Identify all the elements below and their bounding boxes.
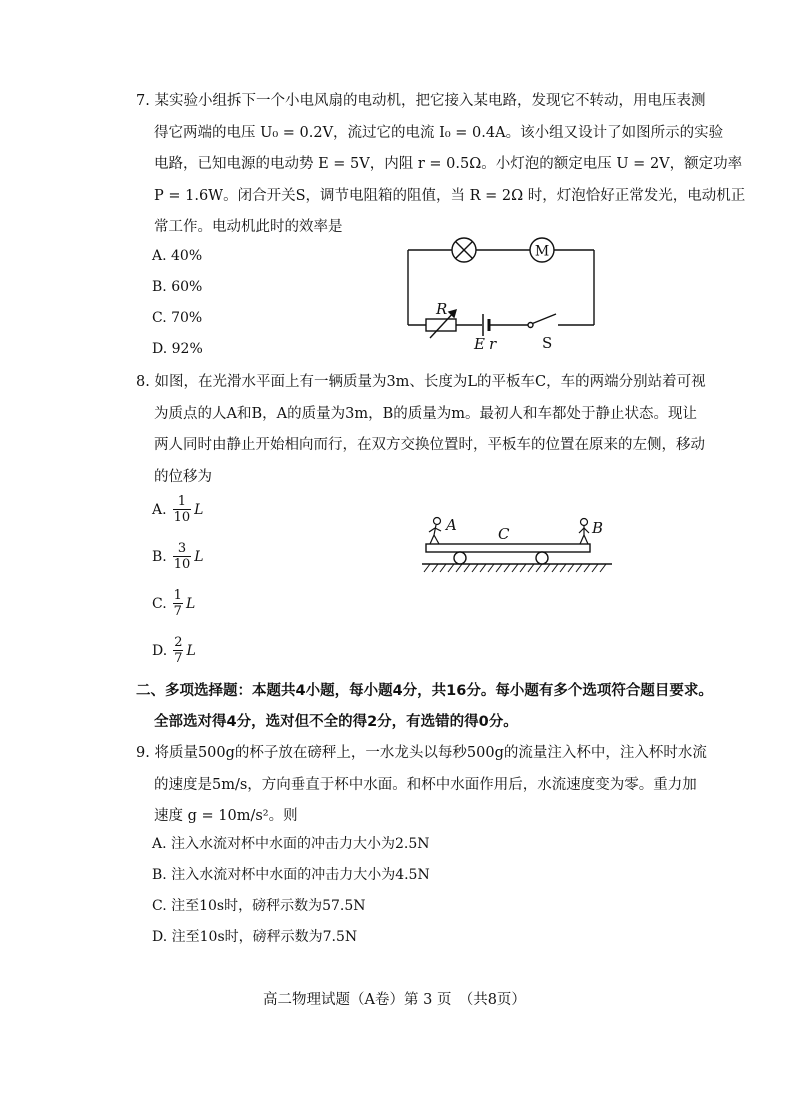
motor-label: M [534,243,550,260]
q7-line: 7. 某实验小组拆下一个小电风扇的电动机，把它接入某电路，发现它不转动，用电压表测 [136,93,706,109]
switch-label: S [542,334,553,352]
q7-circuit-diagram [400,228,610,353]
q8-option-d[interactable]: D. $\frac{2}{7}$ L [152,635,196,666]
person-b-icon [579,519,589,545]
q7-line: P = 1.6W。闭合开关S，调节电阻箱的阻值，当 R = 2Ω 时，灯泡恰好正常发光，电动机正 [154,187,746,204]
q8-cart-diagram [418,512,618,578]
cart-label: C [498,525,510,543]
motor-icon [530,238,554,262]
emf-label: E [474,335,485,353]
person-a-icon [429,518,441,545]
lamp-icon [452,238,476,262]
q8-line: 8. 如图，在光滑水平面上有一辆质量为3m、长度为L的平板车C，车的两端分别站着可视 [136,374,706,390]
q8-line: 的位移为 [154,468,212,485]
q7-option-b[interactable]: B. 60% [152,279,203,295]
cart-wheel [536,552,548,564]
ground-hatch [422,564,612,572]
q8-line: 两人同时由静止开始相向而行，在双方交换位置时，平板车的位置在原来的左侧，移动 [154,437,705,453]
q7-option-a[interactable]: A. 40% [152,248,203,264]
internal-resistance-label: r [489,335,497,353]
q9-option-c[interactable]: C. 注至10s时，磅秤示数为57.5N [152,898,366,914]
q9-option-d[interactable]: D. 注至10s时，磅秤示数为7.5N [152,929,358,945]
switch-icon [528,314,556,328]
person-b-label: B [592,519,604,537]
q7-line: 得它两端的电压 U₀ = 0.2V，流过它的电流 I₀ = 0.4A。该小组又设计了如图所示的实验 [154,124,724,141]
question-7-stem [136,86,746,244]
fraction: $\frac{2}{7}$ [174,635,183,666]
q7-line: 常工作。电动机此时的效率是 [154,219,343,235]
q8-option-b[interactable]: B. $\frac{3}{10}$ L [152,541,204,572]
q9-option-b[interactable]: B. 注入水流对杯中水面的冲击力大小为4.5N [152,867,430,883]
section-2-line: 二、多项选择题：本题共4小题，每小题4分，共16分。每小题有多个选项符合题目要求。 [136,683,713,699]
q7-line: 电路，已知电源的电动势 E = 5V，内阻 r = 0.5Ω。小灯泡的额定电压 U = 2V，额定功率 [154,156,743,172]
page-footer: 高二物理试题（A卷）第 3 页 （共8页） [263,992,526,1008]
question-9-stem [136,738,721,833]
person-a-label: A [446,516,457,534]
battery-icon [483,314,489,336]
section-2-heading [136,676,736,738]
q7-option-c[interactable]: C. 70% [152,310,203,326]
resistor-label: R [436,300,448,318]
question-8-stem [136,367,721,493]
q8-option-a[interactable]: A. $\frac{1}{10}$ L [152,494,204,525]
q7-option-d[interactable]: D. 92% [152,341,203,357]
section-2-line: 全部选对得4分，选对但不全的得2分，有选错的得0分。 [154,714,518,730]
q8-option-c[interactable]: C. $\frac{1}{7}$ L [152,588,196,619]
q9-line: 9. 将质量500g的杯子放在磅秤上，一水龙头以每秒500g的流量注入杯中，注入杯时水流 [136,745,707,761]
q9-line: 的速度是5m/s，方向垂直于杯中水面。和杯中水面作用后，水流速度变为零。重力加 [154,776,697,793]
cart-board [426,544,590,552]
fraction: $\frac{1}{7}$ [173,588,182,619]
fraction: $\frac{1}{10}$ [173,494,191,525]
q9-option-a[interactable]: A. 注入水流对杯中水面的冲击力大小为2.5N [152,836,430,852]
fraction: $\frac{3}{10}$ [173,541,191,572]
q8-line: 为质点的人A和B，A的质量为3m，B的质量为m。最初人和车都处于静止状态。现让 [154,405,697,422]
cart-wheel [454,552,466,564]
q9-line: 速度 g = 10m/s²。则 [154,808,298,824]
